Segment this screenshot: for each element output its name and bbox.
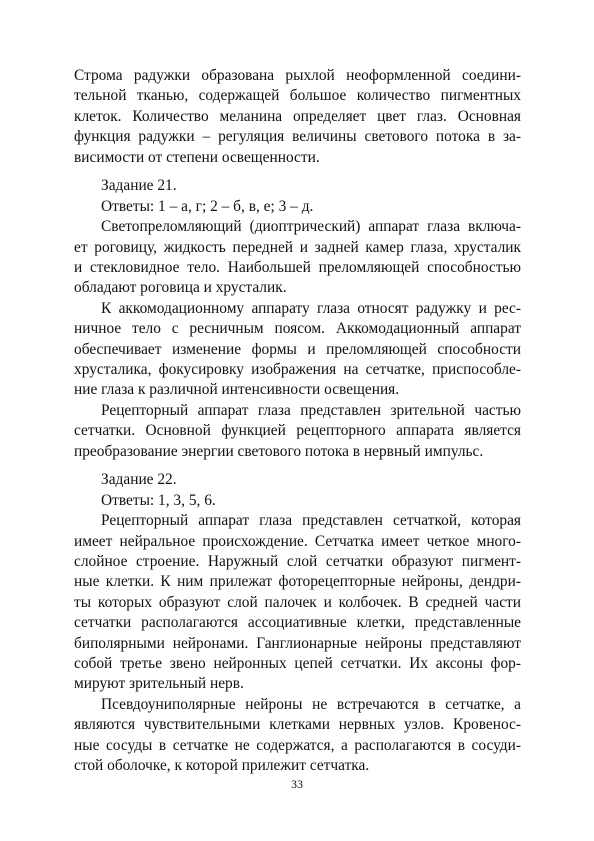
text-line: ничное тело с ресничным поясом. Аккомодационный аппарат	[74, 320, 521, 337]
text-line: Строма радужки образована рыхлой неоформленной соедини-	[74, 67, 521, 84]
text-line: висимости от степени освещенности.	[74, 149, 320, 166]
text-line: имеет нейральное происхождение. Сетчатка имеет четкое много-	[74, 533, 521, 550]
text-line: функция радужки – регуляция величины светового потока в за-	[74, 128, 521, 145]
text-line: Рецепторный аппарат глаза представлен сетчаткой, которая	[101, 512, 521, 529]
answers-line: Ответы: 1, 3, 5, 6.	[101, 492, 216, 509]
text-line: слойное строение. Наружный слой сетчатки образуют пигмент-	[74, 553, 521, 570]
text-line: ет роговицу, жидкость передней и задней камер глаза, хрусталик	[74, 239, 521, 256]
text-line: ные клетки. К ним прилежат фоторецепторные нейроны, дендри-	[74, 573, 521, 590]
text-line: сетчатки. Основной функцией рецепторного аппарата является	[74, 422, 521, 439]
text-line: хрусталика, фокусировку изображения на сетчатке, приспособле-	[74, 361, 521, 378]
text-line: преобразование энергии светового потока в нервный импульс.	[74, 443, 484, 460]
text-line: мируют зрительный нерв.	[74, 675, 244, 692]
text-line: и стекловидное тело. Наибольшей преломляющей способностью	[74, 259, 521, 276]
task-heading: Задание 21.	[101, 177, 177, 194]
text-line: Псевдоуниполярные нейроны не встречаются в сетчатке, а	[101, 696, 521, 713]
text-line: клеток. Количество меланина определяет цвет глаз. Основная	[74, 108, 521, 125]
text-line: собой третье звено нейронных цепей сетчатки. Их аксоны фор-	[74, 655, 521, 672]
page-number: 33	[291, 777, 303, 791]
task-heading: Задание 22.	[101, 471, 177, 488]
text-line: Рецепторный аппарат глаза представлен зрительной частью	[101, 402, 521, 419]
text-line: биполярными нейронами. Ганглионарные нейроны представляют	[74, 635, 521, 652]
text-line: тельной тканью, содержащей большое количество пигментных	[74, 87, 521, 104]
answers-line: Ответы: 1 – а, г; 2 – б, в, е; 3 – д.	[101, 198, 314, 215]
text-line: сетчатки располагаются ассоциативные клетки, представленные	[74, 614, 521, 631]
text-line: К аккомодационному аппарату глаза относят радужку и рес-	[101, 300, 521, 317]
text-line: обеспечивает изменение формы и преломляющей способности	[74, 341, 521, 358]
text-line: ние глаза к различной интенсивности освещения.	[74, 381, 400, 398]
text-line: стой оболочке, к которой прилежит сетчатка.	[74, 757, 370, 774]
text-line: ные сосуды в сетчатке не содержатся, а располагаются в сосуди-	[74, 737, 521, 754]
text-line: обладают роговица и хрусталик.	[74, 279, 287, 296]
text-line: ты которых образуют слой палочек и колбочек. В средней части	[74, 594, 521, 611]
text-line: Светопреломляющий (диоптрический) аппарат глаза включа-	[101, 218, 521, 235]
text-line: являются чувствительными клетками нервных узлов. Кровенос-	[74, 716, 521, 733]
